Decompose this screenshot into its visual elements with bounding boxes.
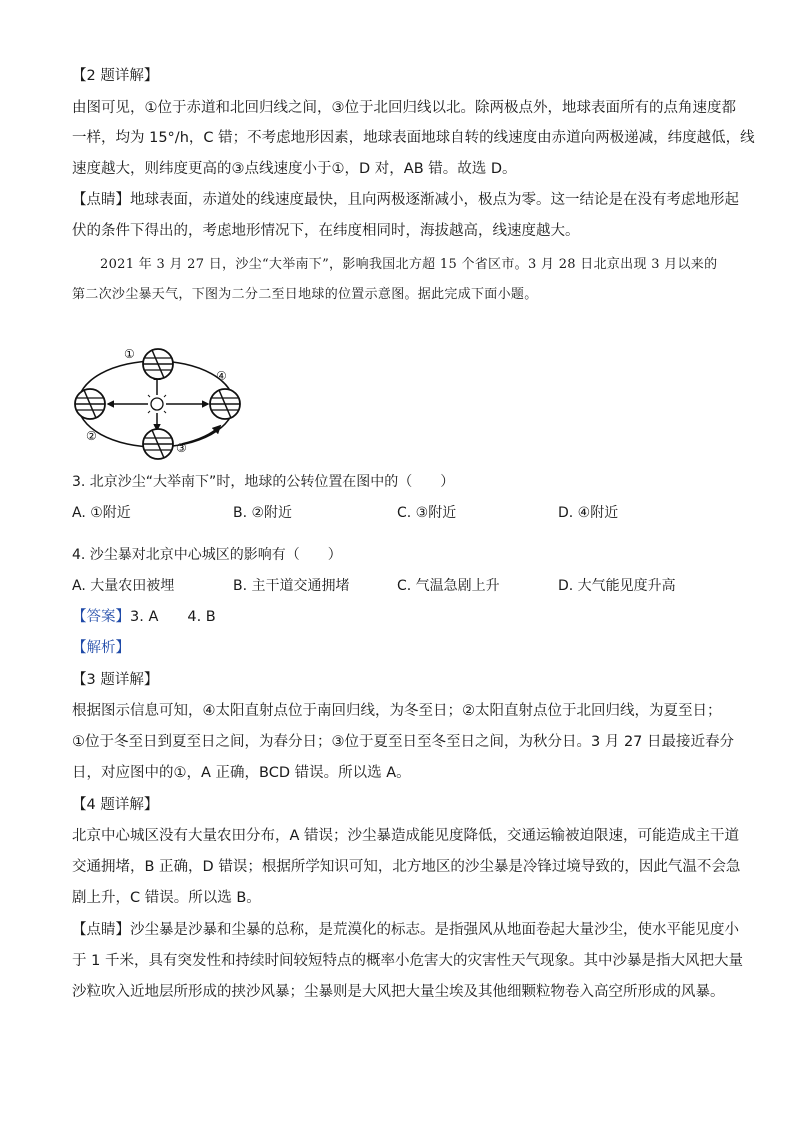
- intro-line-1: 2021 年 3 月 27 日，沙尘“大举南下”，影响我国北方超 15 个省区市。3 月 28 日北京出现 3 月以来的: [100, 257, 718, 272]
- section2-line-1: 由图可见，①位于赤道和北回归线之间，③位于北回归线以北。除两极点外，地球表面所有的点角速度都: [72, 100, 736, 116]
- q3-option-c: C. ③附近: [397, 505, 457, 521]
- answer-line: [72, 607, 732, 627]
- answer-tag: 【答案】: [72, 609, 130, 625]
- q3-option-b: B. ②附近: [233, 505, 293, 521]
- q3-option-d: D. ④附近: [558, 505, 619, 521]
- section3-line-3: 日，对应图中的①，A 正确，BCD 错误。所以选 A。: [72, 765, 411, 781]
- section3-heading: 【3 题详解】: [72, 672, 159, 688]
- section4-line-2: 交通拥堵，B 正确，D 错误；根据所学知识可知，北方地区的沙尘暴是冷锋过境导致的，因此气温不会急: [72, 859, 741, 875]
- diagram-label-1: ①: [124, 347, 135, 361]
- diagram-label-2: ②: [86, 429, 97, 443]
- section2-note-2: 伏的条件下得出的，考虑地形情况下，在纬度相同时，海拔越高，线速度越大。: [72, 223, 580, 239]
- intro-line-2: 第二次沙尘暴天气，下图为二分二至日地球的位置示意图。据此完成下面小题。: [72, 287, 538, 302]
- section4-line-3: 剧上升，C 错误。所以选 B。: [72, 890, 261, 906]
- analysis-tag: 【解析】: [72, 640, 130, 656]
- q3-stem: 3. 北京沙尘“大举南下”时，地球的公转位置在图中的（ ）: [72, 474, 455, 490]
- earth-icon-top: [143, 349, 173, 379]
- section4-note-3: 沙粒吹入近地层所形成的挟沙风暴；尘暴则是大风把大量尘埃及其他细颗粒物卷入高空所形成的风暴。: [72, 984, 725, 1000]
- answer-text: 3. A 4. B: [130, 609, 216, 625]
- section4-heading: 【4 题详解】: [72, 797, 159, 813]
- section4-line-1: 北京中心城区没有大量农田分布，A 错误；沙尘暴造成能见度降低，交通运输被迫限速，可能造成主干道: [72, 828, 740, 844]
- section2-line-3: 速度越大，则纬度更高的③点线速度小于①，D 对，AB 错。故选 D。: [72, 161, 517, 177]
- earth-icon-right: [210, 389, 240, 419]
- section4-note-2: 于 1 千米，具有突发性和持续时间较短特点的概率小危害大的灾害性天气现象。其中沙暴是指大风把大量: [72, 953, 743, 969]
- earth-icon-left: [75, 389, 105, 419]
- q3-option-a: A. ①附近: [72, 505, 131, 521]
- q4-stem: 4. 沙尘暴对北京中心城区的影响有（ ）: [72, 547, 342, 563]
- section3-line-2: ①位于冬至日到夏至日之间，为春分日；③位于夏至日至冬至日之间，为秋分日。3 月 27 日最接近春分: [72, 734, 734, 750]
- q4-option-b: B. 主干道交通拥堵: [233, 578, 350, 594]
- section2-heading: 【2 题详解】: [72, 68, 159, 84]
- diagram-label-3: ③: [176, 441, 187, 455]
- diagram-label-4: ④: [216, 369, 227, 383]
- q4-option-d: D. 大气能见度升高: [558, 578, 676, 594]
- revolution-direction-arrow: [182, 426, 220, 444]
- section3-line-1: 根据图示信息可知，④太阳直射点位于南回归线，为冬至日；②太阳直射点位于北回归线，为夏至日；: [72, 703, 722, 719]
- section4-note-1: 【点睛】沙尘暴是沙暴和尘暴的总称，是荒漠化的标志。是指强风从地面卷起大量沙尘，使水平能见度小: [72, 922, 739, 938]
- q4-option-a: A. 大量农田被埋: [72, 578, 175, 594]
- earth-orbit-diagram: [70, 340, 250, 465]
- earth-icon-bottom: [143, 429, 173, 459]
- section2-note-1: 【点睛】地球表面，赤道处的线速度最快，且向两极逐渐减小，极点为零。这一结论是在没有考虑地形起: [72, 192, 739, 208]
- section2-line-2: 一样，均为 15°/h，C 错；不考虑地形因素，地球表面地球自转的线速度由赤道向两极递减，纬度越低，线: [72, 130, 755, 146]
- q4-option-c: C. 气温急剧上升: [397, 578, 500, 594]
